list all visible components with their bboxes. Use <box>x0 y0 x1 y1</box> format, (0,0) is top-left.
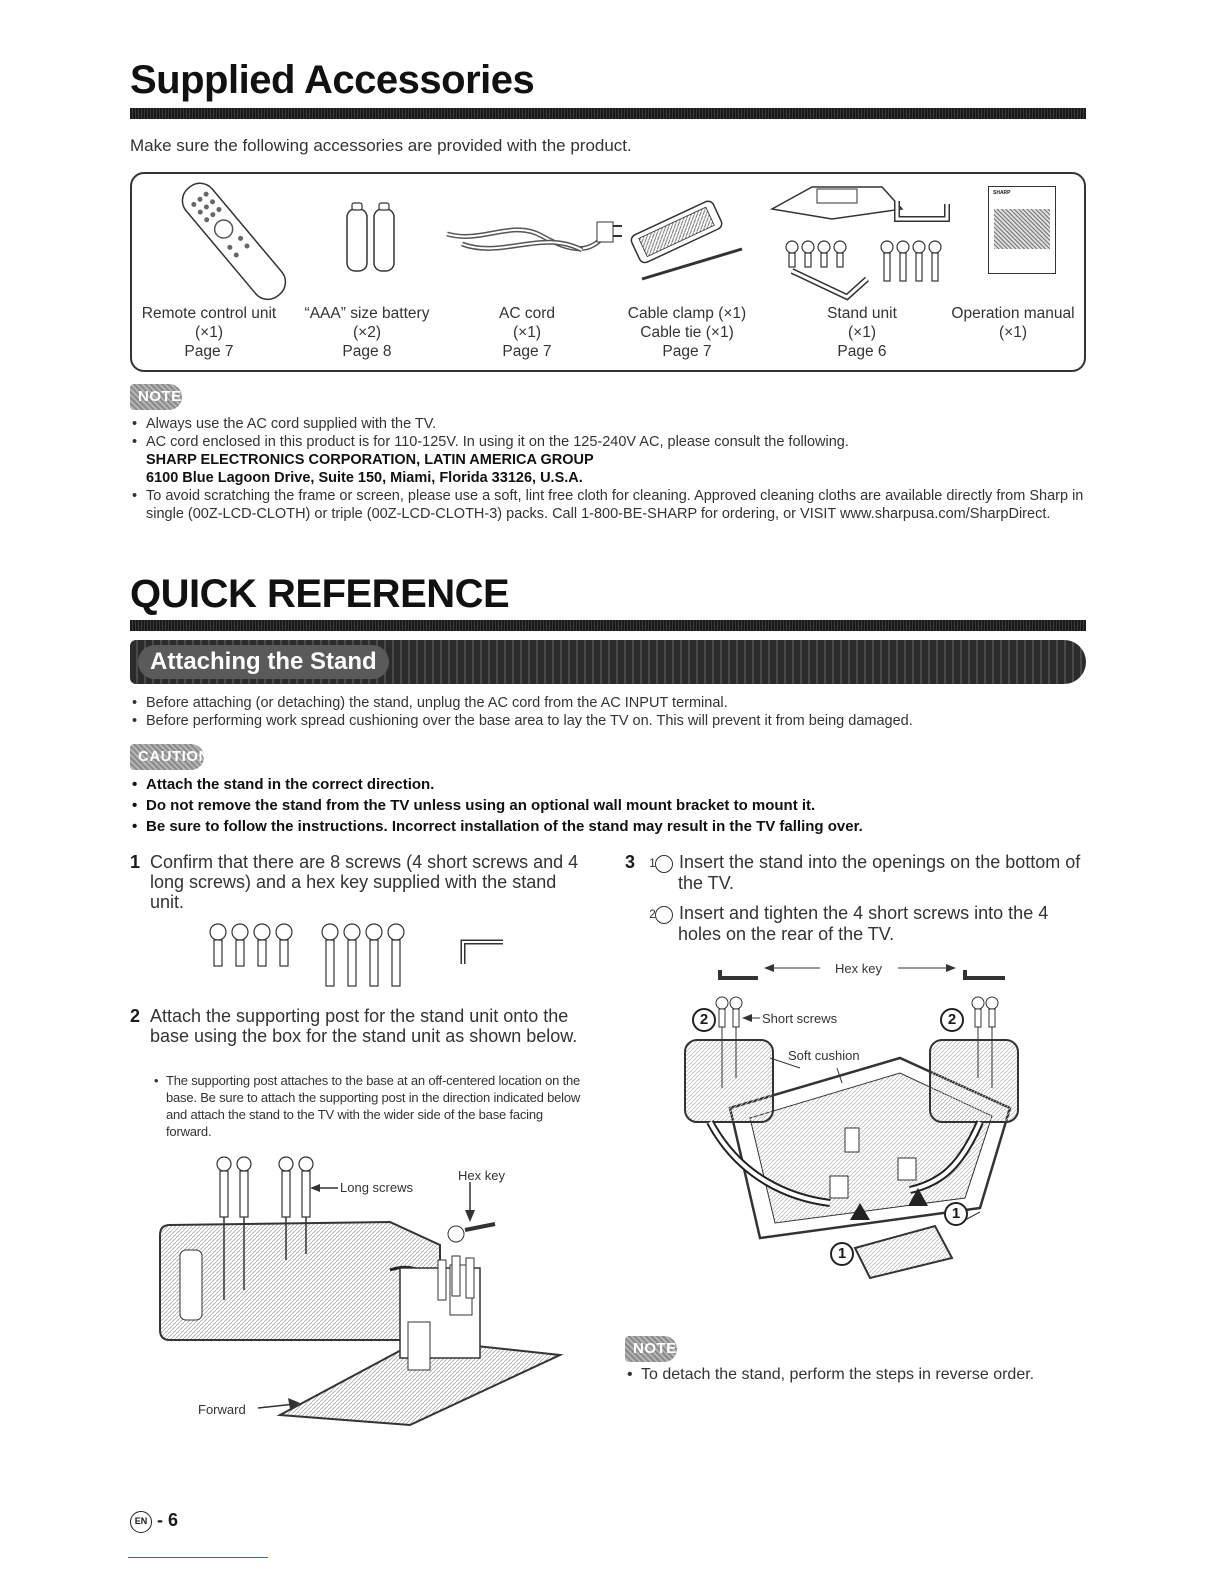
ac-cord-icon <box>442 214 622 274</box>
section-bar <box>130 640 1086 684</box>
short-screws-label: Short screws <box>762 1011 838 1026</box>
manual-cover-image <box>994 209 1050 249</box>
cable-clamp-icon <box>612 194 752 284</box>
footer-line <box>128 1557 268 1558</box>
note-badge-2: NOTE <box>625 1336 677 1362</box>
hex-key-label-2: Hex key <box>835 961 882 976</box>
forward-label: Forward <box>198 1402 246 1417</box>
accessory-ac-cord: AC cord (×1) Page 7 <box>499 305 555 360</box>
section-title: Attaching the Stand <box>138 645 389 679</box>
step-2-text: Attach the supporting post for the stand unit onto the base using the box for the stand unit as shown below. <box>150 1006 578 1046</box>
manual-brand-text: SHARP <box>993 190 1011 196</box>
pre-item: • Before attaching (or detaching) the stand, unplug the AC cord from the AC INPUT terminal. <box>130 694 1090 712</box>
note-list-2 <box>625 1366 1085 1384</box>
accessories-box <box>130 172 1086 372</box>
note-list <box>130 415 1090 523</box>
language-badge: EN <box>130 1511 152 1533</box>
company-address: 6100 Blue Lagoon Drive, Suite 150, Miami, Florida 33126, U.S.A. <box>146 470 583 486</box>
note-badge: NOTE <box>130 384 182 410</box>
step-3b-text: 2 Insert and tighten the 4 short screws into the 4 holes on the rear of the TV. <box>649 903 1049 944</box>
caution-badge: CAUTION <box>130 744 204 770</box>
marker-1-left: 1 <box>830 1242 854 1266</box>
note-item: • To avoid scratching the frame or screen, please use a soft, lint free cloth for cleaning. Approved cleaning cloths are available directly from Sharp in single (00Z-LCD-CLOTH) or triple (00Z-LCD-CLOTH-3) packs. Call 1-800-BE-SHARP for ordering, or VISIT www.sharpusa.com/SharpDirect. <box>130 487 1090 523</box>
caution-item: • Do not remove the stand from the TV unless using an optional wall mount bracket to mount it. <box>130 795 1090 816</box>
intro-text: Make sure the following accessories are provided with the product. <box>130 136 632 155</box>
quick-rule <box>130 620 1086 631</box>
tv-stand-diagram <box>680 958 1040 1298</box>
quick-reference-title: QUICK REFERENCE <box>130 572 510 616</box>
page-title: Supplied Accessories <box>130 58 535 102</box>
accessory-cable-clamp: Cable clamp (×1) Cable tie (×1) Page 7 <box>627 305 747 360</box>
step-1-text: Confirm that there are 8 screws (4 short screws and 4 long screws) and a hex key supplied with the stand unit. <box>150 852 579 912</box>
marker-1-right: 1 <box>944 1202 968 1226</box>
accessory-battery: “AAA” size battery (×2) Page 8 <box>304 305 430 360</box>
stand-unit-icon <box>772 179 992 304</box>
step-3a-text: 1 Insert the stand into the openings on the bottom of the TV. <box>649 852 1081 893</box>
marker-2-right: 2 <box>940 1008 964 1032</box>
hex-key-label: Hex key <box>458 1168 505 1183</box>
note-item: • AC cord enclosed in this product is for 110-125V. In using it on the 125-240V AC, please consult the following. <box>130 433 1090 451</box>
long-screws-label: Long screws <box>340 1180 413 1195</box>
battery-icon <box>342 199 402 279</box>
step-2-note: • The supporting post attaches to the base at an off-centered location on the base. Be sure to attach the supporting post in the direction indicated below and attach the stand to the TV with the wider side of the base facing forward. <box>154 1073 581 1139</box>
caution-item: • Attach the stand in the correct direction. <box>130 774 1090 795</box>
note-item: • Always use the AC cord supplied with the TV. <box>130 415 1090 433</box>
pre-list <box>130 694 1090 730</box>
soft-cushion-label: Soft cushion <box>788 1048 860 1063</box>
step-1-number: 1 <box>130 852 141 872</box>
note-item: • To detach the stand, perform the steps in reverse order. <box>625 1366 1085 1384</box>
company-name: SHARP ELECTRONICS CORPORATION, LATIN AMERICA GROUP <box>146 452 594 468</box>
accessory-manual: Operation manual (×1) <box>951 305 1075 341</box>
caution-item: • Be sure to follow the instructions. Incorrect installation of the stand may result in the TV falling over. <box>130 816 1090 837</box>
operation-manual-icon <box>988 186 1056 274</box>
page-number: EN - 6 <box>130 1510 178 1533</box>
marker-2-left: 2 <box>692 1008 716 1032</box>
step-3-number: 3 <box>625 852 636 872</box>
pre-item: • Before performing work spread cushioning over the base area to lay the TV on. This will prevent it from being damaged. <box>130 712 1090 730</box>
remote-control-icon <box>157 174 307 304</box>
caution-list <box>130 774 1090 837</box>
screws-and-hex-key-icon <box>208 922 518 992</box>
title-rule <box>130 108 1086 119</box>
step-2-number: 2 <box>130 1006 141 1026</box>
accessory-remote: Remote control unit (×1) Page 7 <box>141 305 277 360</box>
accessory-stand-unit: Stand unit (×1) Page 6 <box>827 305 897 360</box>
